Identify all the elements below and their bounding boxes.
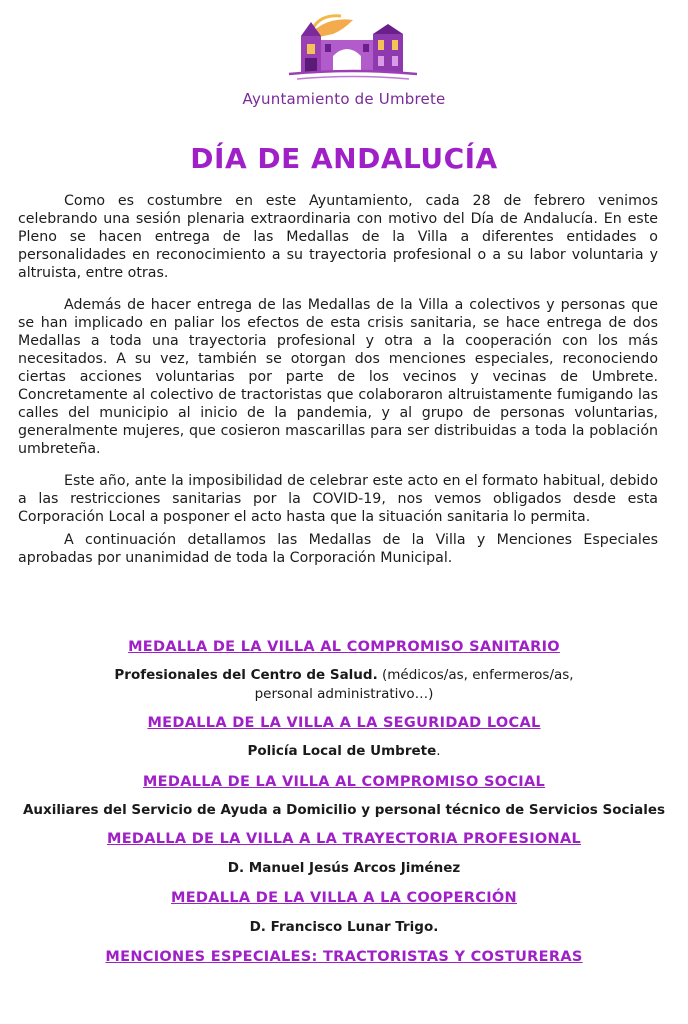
recipient-name: D. Manuel Jesús Arcos Jiménez [227,860,461,876]
recipient-name: Profesionales del Centro de Salud. [114,667,378,683]
award-recipient [0,859,688,878]
town-hall-logo-icon [283,10,423,85]
award-recipient [84,666,604,704]
recipient-name: Policía Local de Umbrete [247,743,437,759]
award-recipient [0,742,688,761]
recipient-detail: (médicos/as, enfermeros/as, personal administrativo…) [254,667,574,702]
award-recipient [0,918,688,937]
paragraph: Como es costumbre en este Ayuntamiento, cada 28 de febrero venimos celebrando una sesión plenaria extraordinaria con motivo del Día de Andalucía. En este Pleno se hacen entrega de las Medallas de la Villa a diferentes entidades o personalidades en reconocimiento a su trayectoria profesional o a su labor voluntaria y altruista, entre otras. [18,193,658,281]
award-title: MEDALLA DE LA VILLA A LA SEGURIDAD LOCAL [147,715,541,731]
page-title: DÍA DE ANDALUCÍA [190,142,498,175]
organization-name: Ayuntamiento de Umbrete [242,90,446,108]
awards-list [0,637,688,967]
recipient-detail: . [436,743,441,759]
award-title: MENCIONES ESPECIALES: TRACTORISTAS Y COSTURERAS [105,949,583,965]
awards-intro-text [18,531,658,581]
paragraph: A continuación detallamos las Medallas de la Villa y Menciones Especiales aprobadas por unanimidad de toda la Corporación Municipal. [18,532,658,566]
award-title: MEDALLA DE LA VILLA AL COMPROMISO SANITARIO [128,639,560,655]
award-title: MEDALLA DE LA VILLA A LA COOPERCIÓN [171,890,517,906]
award-recipient [0,801,688,820]
intro-text [18,192,658,540]
recipient-name: D. Francisco Lunar Trigo. [249,919,439,935]
paragraph: Este año, ante la imposibilidad de celebrar este acto en el formato habitual, debido a las restricciones sanitarias por la COVID-19, nos vemos obligados desde esta Corporación Local a posponer el acto hasta que la situación sanitaria lo permita. [18,473,658,525]
paragraph: Además de hacer entrega de las Medallas de la Villa a colectivos y personas que se han implicado en paliar los efectos de esta crisis sanitaria, se hace entrega de dos Medallas a toda una trayectoria profesional y otra a la cooperación con los más necesitados. A su vez, también se otorgan dos menciones especiales, reconociendo ciertas acciones voluntarias por parte de los vecinos y vecinas de Umbrete. Concretamente al colectivo de tractoristas que colaboraron altruistamente fumigando las calles del municipio al inicio de la pandemia, y al grupo de personas voluntarias, generalmente mujeres, que cosieron mascarillas para ser distribuidas a toda la población umbreteña. [18,297,658,457]
recipient-name: Auxiliares del Servicio de Ayuda a Domicilio y personal técnico de Servicios Sociales [22,802,666,818]
document-header [0,0,688,120]
award-title: MEDALLA DE LA VILLA AL COMPROMISO SOCIAL [142,774,546,790]
award-title: MEDALLA DE LA VILLA A LA TRAYECTORIA PROFESIONAL [106,831,582,847]
